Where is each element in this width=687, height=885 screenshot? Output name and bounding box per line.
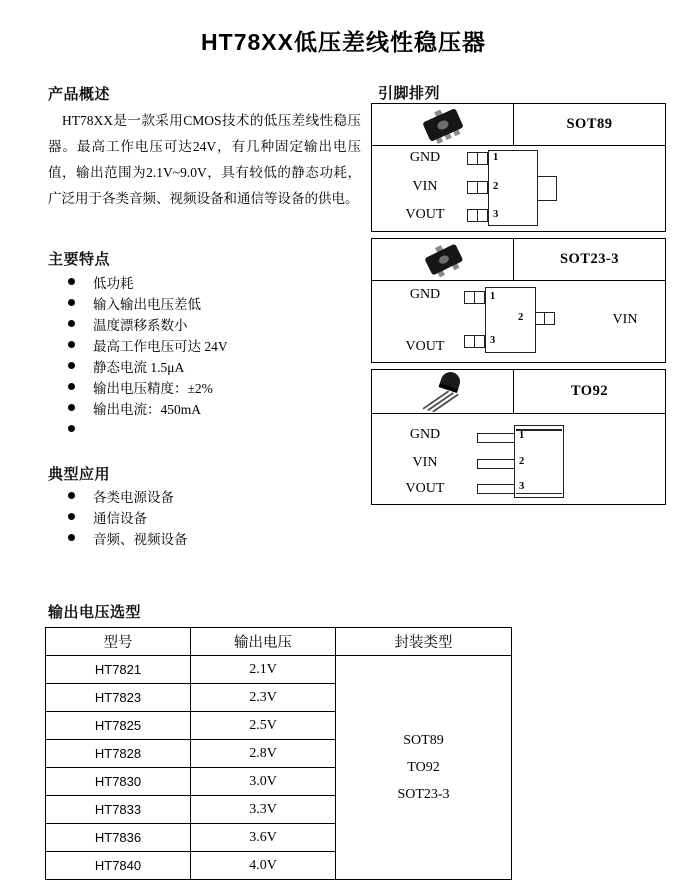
- bullet-icon: [68, 320, 75, 327]
- sot89-package-name: SOT89: [566, 116, 613, 132]
- table-header-row: [46, 628, 512, 656]
- bullet-icon: [68, 492, 75, 499]
- model-cell: HT7821: [46, 656, 191, 684]
- feature-item: [68, 376, 228, 397]
- feature-item: [68, 334, 228, 355]
- feature-label: 温度漂移系数小: [93, 317, 188, 333]
- bullet-icon: [68, 341, 75, 348]
- bullet-icon: [68, 534, 75, 541]
- sot23-3-pin3-number: 3: [490, 335, 496, 346]
- feature-label: 输入输出电压差低: [93, 296, 201, 312]
- features-heading: 主要特点: [48, 251, 111, 268]
- sot89-pin1-lead: [467, 152, 488, 165]
- application-label: 各类电源设备: [93, 489, 174, 505]
- package-type: SOT89: [403, 733, 444, 748]
- bullet-icon: [68, 404, 75, 411]
- sot23-3-pin3-lead: [464, 335, 485, 348]
- model-cell: HT7825: [46, 712, 191, 740]
- sot89-pin2-lead: [467, 181, 488, 194]
- model-cell: HT7830: [46, 768, 191, 796]
- bullet-icon: [68, 383, 75, 390]
- sot23-3-pin-label-gnd: GND: [409, 287, 441, 302]
- sot23-3-pin-diagram: [372, 281, 665, 361]
- application-item: [68, 506, 188, 527]
- sot89-pin2-number: 2: [493, 181, 499, 192]
- voltage-cell: 2.5V: [191, 712, 336, 740]
- feature-item: [68, 355, 228, 376]
- sot89-pin-label-vout: VOUT: [405, 207, 445, 222]
- bullet-icon: [68, 513, 75, 520]
- package-types-cell: [336, 656, 512, 880]
- to92-pin3-number: 3: [519, 481, 525, 492]
- column-header-model: 型号: [46, 628, 191, 656]
- overview-paragraph: HT78XX是一款采用CMOS技术的低压差线性稳压器。最高工作电压可达24V，有几种固定输出电压值，输出范围为2.1V~9.0V，具有较低的静态功耗，广泛用于各类音频、视频设备和通信等设备的供电。: [48, 113, 361, 206]
- features-list: [68, 271, 228, 439]
- feature-item: [68, 313, 228, 334]
- bullet-icon: [68, 362, 75, 369]
- applications-heading: 典型应用: [48, 466, 111, 483]
- package-type: TO92: [407, 760, 440, 775]
- sot89-header-row: [372, 104, 665, 146]
- sot23-3-pin1-lead: [464, 291, 485, 304]
- feature-label: 最高工作电压可达 24V: [93, 338, 228, 354]
- feature-label: 输出电流：450mA: [93, 401, 201, 417]
- to92-header-row: [372, 370, 665, 414]
- sot89-pin-label-vin: VIN: [412, 179, 438, 194]
- column-header-voltage: 输出电压: [191, 628, 336, 656]
- voltage-cell: 3.0V: [191, 768, 336, 796]
- feature-label: 输出电压精度：±2%: [93, 380, 213, 396]
- to92-pinout-table: [371, 369, 666, 505]
- application-label: 音频、视频设备: [93, 531, 188, 547]
- voltage-cell: 2.1V: [191, 656, 336, 684]
- column-header-package: 封装类型: [336, 628, 512, 656]
- sot23-3-pinout-table: [371, 238, 666, 363]
- to92-pin-label-gnd: GND: [409, 427, 441, 442]
- sot23-3-package-name: SOT23-3: [559, 251, 620, 267]
- page-title: HT78XX低压差线性稳压器: [201, 29, 486, 55]
- bullet-icon: [68, 425, 75, 432]
- application-item: [68, 527, 188, 548]
- applications-list: [68, 485, 188, 548]
- sot23-3-pin1-number: 1: [490, 291, 496, 302]
- model-cell: HT7840: [46, 852, 191, 880]
- sot23-3-pin-label-vin: VIN: [612, 312, 638, 327]
- model-cell: HT7828: [46, 740, 191, 768]
- feature-label: 低功耗: [93, 275, 134, 291]
- sot89-pinout-table: [371, 103, 666, 232]
- sot89-pin-diagram: [372, 146, 665, 230]
- overview-heading: 产品概述: [48, 86, 111, 103]
- to92-pin-diagram: [372, 414, 665, 503]
- sot23-3-pin2-lead: [534, 312, 555, 325]
- sot23-3-header-row: [372, 239, 665, 281]
- voltage-cell: 3.3V: [191, 796, 336, 824]
- model-cell: HT7823: [46, 684, 191, 712]
- application-item: [68, 485, 188, 506]
- model-cell: HT7836: [46, 824, 191, 852]
- voltage-cell: 2.8V: [191, 740, 336, 768]
- feature-item: [68, 292, 228, 313]
- to92-package-icon: [372, 370, 514, 413]
- bullet-icon: [68, 278, 75, 285]
- voltage-cell: 2.3V: [191, 684, 336, 712]
- sot89-pin1-number: 1: [493, 152, 499, 163]
- feature-item: [68, 397, 228, 418]
- sot23-3-pin-label-vout: VOUT: [405, 339, 445, 354]
- application-label: 通信设备: [93, 510, 147, 526]
- voltage-selection-table: [45, 627, 512, 880]
- to92-pin-label-vin: VIN: [412, 455, 438, 470]
- to92-pin3-lead: [477, 484, 515, 494]
- to92-pin1-lead: [477, 433, 515, 443]
- feature-item: [68, 271, 228, 292]
- to92-pin2-number: 2: [519, 456, 525, 467]
- to92-pin2-lead: [477, 459, 515, 469]
- sot23-3-pin2-number: 2: [518, 312, 524, 323]
- package-type: SOT23-3: [397, 787, 450, 802]
- selection-heading: 输出电压选型: [48, 604, 142, 621]
- sot89-pin3-lead: [467, 209, 488, 222]
- feature-label: 静态电流 1.5μA: [93, 359, 185, 375]
- sot89-tab: [536, 176, 557, 201]
- pinout-heading: 引脚排列: [378, 85, 441, 102]
- model-cell: HT7833: [46, 796, 191, 824]
- sot89-pin3-number: 3: [493, 209, 499, 220]
- sot23-3-package-icon: [372, 239, 514, 280]
- sot89-pin-label-gnd: GND: [409, 150, 441, 165]
- voltage-cell: 3.6V: [191, 824, 336, 852]
- feature-item: [68, 418, 228, 439]
- table-row: [46, 656, 512, 684]
- bullet-icon: [68, 299, 75, 306]
- voltage-cell: 4.0V: [191, 852, 336, 880]
- to92-package-name: TO92: [570, 383, 609, 399]
- to92-pin1-number: 1: [519, 430, 525, 441]
- sot89-package-icon: [372, 104, 514, 145]
- to92-pin-label-vout: VOUT: [405, 481, 445, 496]
